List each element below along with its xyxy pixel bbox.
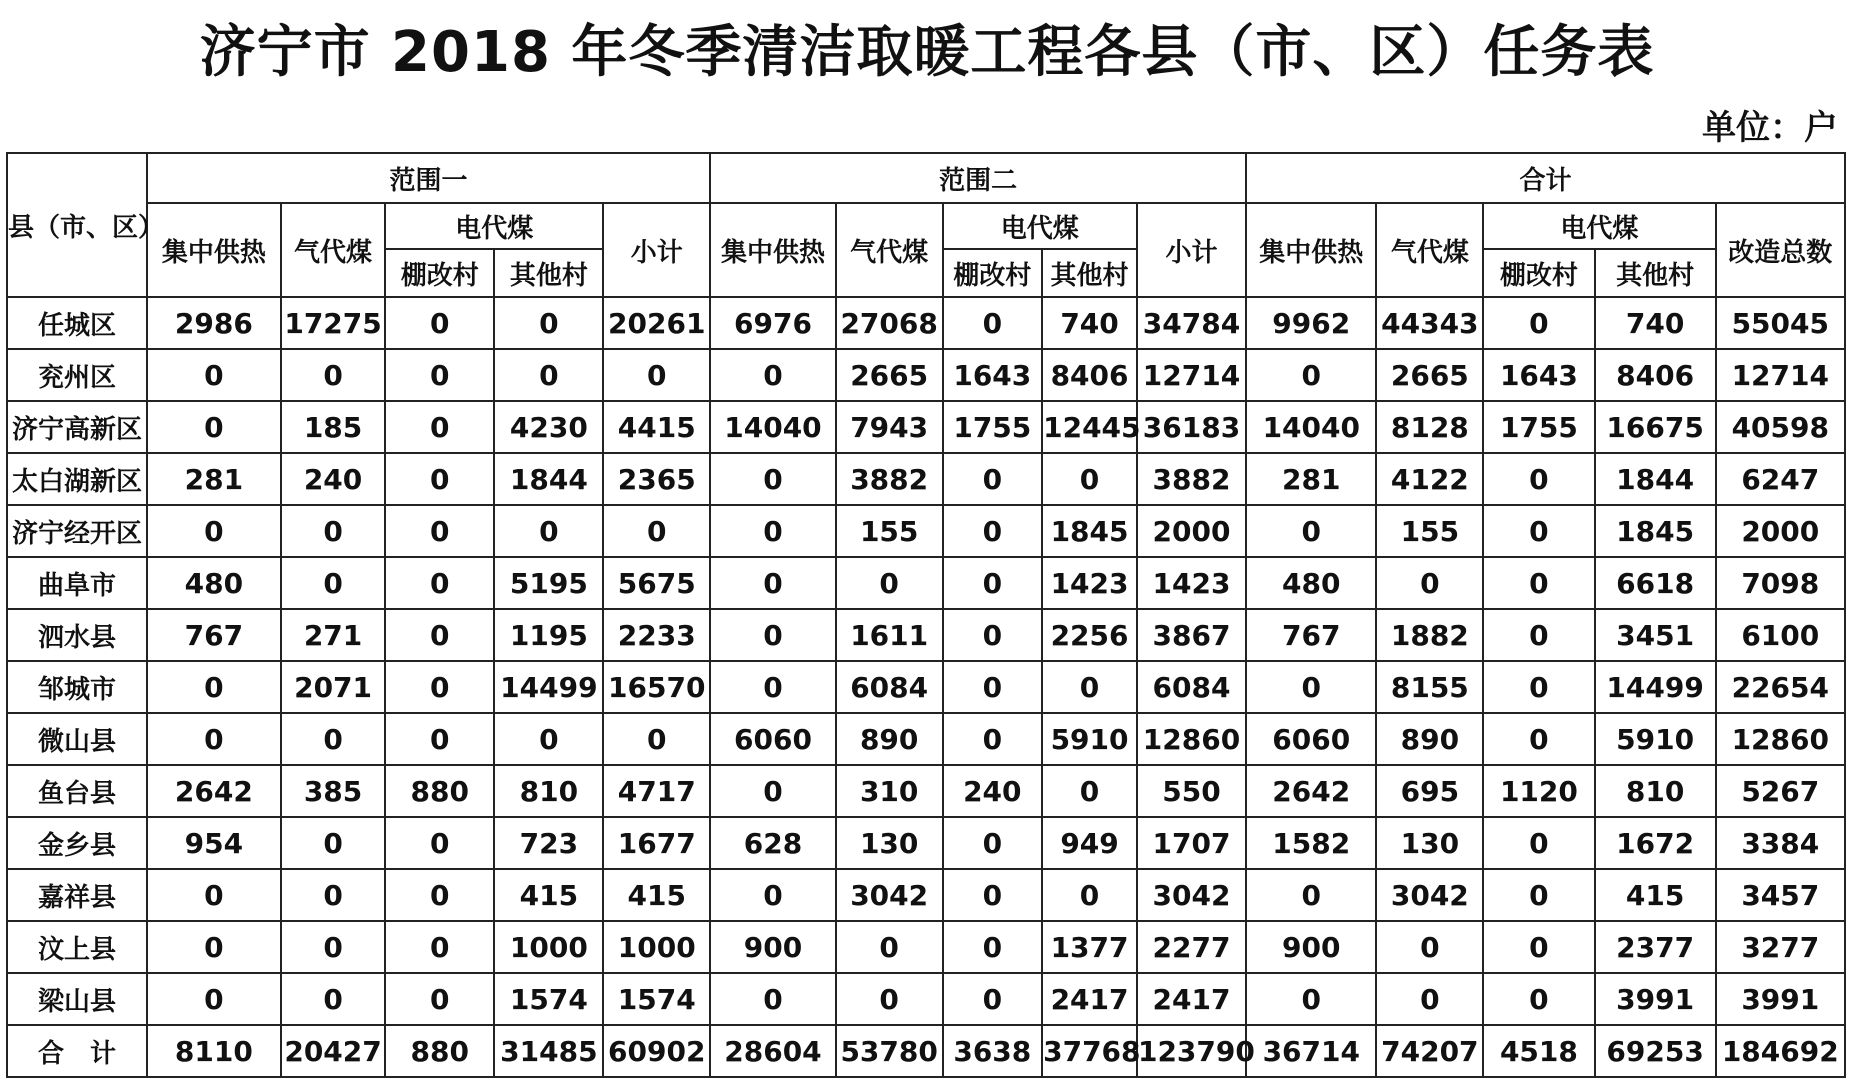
value-cell: 6060 [710,713,836,765]
table-row [7,557,1845,609]
value-cell: 2986 [147,297,281,349]
value-cell: 0 [1376,557,1483,609]
value-cell: 0 [710,609,836,661]
table-row [7,297,1845,349]
value-cell: 155 [1376,505,1483,557]
value-cell: 900 [1246,921,1376,973]
value-cell: 6084 [1137,661,1246,713]
value-cell: 890 [836,713,943,765]
value-cell: 2256 [1042,609,1137,661]
header-range-two: 范围二 [710,153,1246,203]
value-cell: 0 [943,713,1043,765]
value-cell: 0 [603,505,710,557]
value-cell: 1195 [494,609,603,661]
value-cell: 0 [1483,453,1594,505]
table-row [7,817,1845,869]
value-cell: 0 [1483,557,1594,609]
value-cell: 0 [281,869,385,921]
value-cell: 0 [943,817,1043,869]
value-cell: 1377 [1042,921,1137,973]
value-cell: 2642 [1246,765,1376,817]
value-cell: 0 [710,349,836,401]
value-cell: 240 [943,765,1043,817]
value-cell: 0 [494,505,603,557]
value-cell: 1707 [1137,817,1246,869]
value-cell: 8110 [147,1025,281,1077]
header-gas-for-coal: 气代煤 [836,203,943,297]
value-cell: 880 [385,1025,494,1077]
value-cell: 2417 [1042,973,1137,1025]
value-cell: 2665 [836,349,943,401]
value-cell: 34784 [1137,297,1246,349]
value-cell: 890 [1376,713,1483,765]
value-cell: 0 [385,505,494,557]
value-cell: 40598 [1716,401,1845,453]
value-cell: 0 [943,661,1043,713]
value-cell: 123790 [1137,1025,1246,1077]
value-cell: 1120 [1483,765,1594,817]
county-name-cell: 太白湖新区 [7,453,147,505]
header-other-village: 其他村 [494,249,603,297]
value-cell: 0 [943,869,1043,921]
value-cell: 5195 [494,557,603,609]
value-cell: 281 [1246,453,1376,505]
value-cell: 7943 [836,401,943,453]
value-cell: 2233 [603,609,710,661]
value-cell: 130 [836,817,943,869]
value-cell: 5910 [1042,713,1137,765]
value-cell: 2642 [147,765,281,817]
value-cell: 0 [1483,297,1594,349]
value-cell: 767 [147,609,281,661]
value-cell: 0 [385,921,494,973]
value-cell: 14040 [1246,401,1376,453]
value-cell: 5675 [603,557,710,609]
value-cell: 0 [943,557,1043,609]
value-cell: 0 [385,609,494,661]
value-cell: 0 [147,505,281,557]
header-shanty-village: 棚改村 [943,249,1043,297]
value-cell: 1423 [1137,557,1246,609]
value-cell: 0 [1483,505,1594,557]
value-cell: 28604 [710,1025,836,1077]
value-cell: 6247 [1716,453,1845,505]
county-name-cell: 泗水县 [7,609,147,661]
county-name-cell: 汶上县 [7,921,147,973]
value-cell: 4415 [603,401,710,453]
value-cell: 1845 [1595,505,1716,557]
county-name-cell: 济宁经开区 [7,505,147,557]
value-cell: 6084 [836,661,943,713]
value-cell: 0 [710,765,836,817]
value-cell: 1000 [494,921,603,973]
value-cell: 385 [281,765,385,817]
value-cell: 550 [1137,765,1246,817]
county-name-cell: 金乡县 [7,817,147,869]
total-row [7,1025,1845,1077]
value-cell: 240 [281,453,385,505]
value-cell: 3991 [1716,973,1845,1025]
table-row [7,921,1845,973]
value-cell: 1643 [1483,349,1594,401]
value-cell: 2000 [1137,505,1246,557]
value-cell: 14499 [1595,661,1716,713]
value-cell: 0 [943,505,1043,557]
value-cell: 155 [836,505,943,557]
value-cell: 0 [147,349,281,401]
header-range-one: 范围一 [147,153,710,203]
value-cell: 1844 [494,453,603,505]
value-cell: 0 [1042,661,1137,713]
value-cell: 0 [1246,505,1376,557]
value-cell: 130 [1376,817,1483,869]
value-cell: 0 [494,713,603,765]
value-cell: 0 [385,401,494,453]
value-cell: 5910 [1595,713,1716,765]
value-cell: 0 [147,869,281,921]
value-cell: 1882 [1376,609,1483,661]
value-cell: 184692 [1716,1025,1845,1077]
value-cell: 0 [836,557,943,609]
value-cell: 0 [1376,921,1483,973]
value-cell: 0 [281,557,385,609]
value-cell: 6976 [710,297,836,349]
table-row [7,609,1845,661]
table-row [7,505,1845,557]
header-county: 县（市、区） [7,153,147,297]
value-cell: 31485 [494,1025,603,1077]
value-cell: 740 [1042,297,1137,349]
value-cell: 27068 [836,297,943,349]
value-cell: 0 [281,973,385,1025]
value-cell: 1000 [603,921,710,973]
value-cell: 3867 [1137,609,1246,661]
header-combined: 合计 [1246,153,1845,203]
value-cell: 2377 [1595,921,1716,973]
header-shanty-village: 棚改村 [1483,249,1594,297]
value-cell: 0 [147,661,281,713]
value-cell: 0 [836,973,943,1025]
value-cell: 0 [710,505,836,557]
value-cell: 0 [385,713,494,765]
value-cell: 185 [281,401,385,453]
value-cell: 1574 [603,973,710,1025]
table-row [7,765,1845,817]
value-cell: 0 [710,869,836,921]
unit-label: 单位：户 [1702,108,1838,148]
value-cell: 0 [1483,869,1594,921]
value-cell: 954 [147,817,281,869]
table-row [7,869,1845,921]
county-name-cell: 兖州区 [7,349,147,401]
header-gas-for-coal: 气代煤 [281,203,385,297]
value-cell: 628 [710,817,836,869]
header-subtotal: 小计 [1137,203,1246,297]
value-cell: 0 [281,349,385,401]
value-cell: 1677 [603,817,710,869]
county-name-cell: 嘉祥县 [7,869,147,921]
value-cell: 0 [710,973,836,1025]
header-central-heating: 集中供热 [147,203,281,297]
table-row [7,401,1845,453]
value-cell: 480 [147,557,281,609]
value-cell: 0 [385,557,494,609]
header-subtotal: 小计 [603,203,710,297]
value-cell: 8155 [1376,661,1483,713]
value-cell: 4122 [1376,453,1483,505]
value-cell: 0 [1042,453,1137,505]
value-cell: 3384 [1716,817,1845,869]
table-body [7,297,1845,1077]
county-name-cell: 曲阜市 [7,557,147,609]
value-cell: 740 [1595,297,1716,349]
county-name-cell: 邹城市 [7,661,147,713]
county-name-cell: 济宁高新区 [7,401,147,453]
value-cell: 2000 [1716,505,1845,557]
value-cell: 4717 [603,765,710,817]
value-cell: 6618 [1595,557,1716,609]
value-cell: 3451 [1595,609,1716,661]
value-cell: 271 [281,609,385,661]
value-cell: 723 [494,817,603,869]
value-cell: 0 [710,453,836,505]
value-cell: 3991 [1595,973,1716,1025]
value-cell: 1574 [494,973,603,1025]
value-cell: 0 [1483,661,1594,713]
county-name-cell: 微山县 [7,713,147,765]
value-cell: 20427 [281,1025,385,1077]
value-cell: 0 [281,713,385,765]
county-name-cell: 鱼台县 [7,765,147,817]
value-cell: 1755 [943,401,1043,453]
value-cell: 0 [1483,921,1594,973]
page-title: 济宁市 2018 年冬季清洁取暖工程各县（市、区）任务表 [199,20,1655,85]
value-cell: 0 [385,661,494,713]
value-cell: 1423 [1042,557,1137,609]
value-cell: 0 [603,349,710,401]
value-cell: 4518 [1483,1025,1594,1077]
value-cell: 0 [385,817,494,869]
value-cell: 16675 [1595,401,1716,453]
value-cell: 0 [943,609,1043,661]
value-cell: 0 [385,453,494,505]
value-cell: 8128 [1376,401,1483,453]
value-cell: 53780 [836,1025,943,1077]
value-cell: 55045 [1716,297,1845,349]
value-cell: 12445 [1042,401,1137,453]
value-cell: 7098 [1716,557,1845,609]
value-cell: 69253 [1595,1025,1716,1077]
value-cell: 12860 [1137,713,1246,765]
value-cell: 1845 [1042,505,1137,557]
value-cell: 415 [494,869,603,921]
value-cell: 0 [385,973,494,1025]
value-cell: 415 [603,869,710,921]
value-cell: 8406 [1595,349,1716,401]
value-cell: 36183 [1137,401,1246,453]
value-cell: 0 [147,401,281,453]
value-cell: 767 [1246,609,1376,661]
value-cell: 0 [385,869,494,921]
value-cell: 3042 [1137,869,1246,921]
table-row [7,453,1845,505]
value-cell: 0 [147,973,281,1025]
value-cell: 0 [1483,713,1594,765]
value-cell: 810 [494,765,603,817]
value-cell: 810 [1595,765,1716,817]
value-cell: 2071 [281,661,385,713]
value-cell: 415 [1595,869,1716,921]
value-cell: 1844 [1595,453,1716,505]
value-cell: 74207 [1376,1025,1483,1077]
value-cell: 3882 [1137,453,1246,505]
value-cell: 9962 [1246,297,1376,349]
value-cell: 949 [1042,817,1137,869]
table-row [7,349,1845,401]
value-cell: 0 [281,921,385,973]
table-row [7,713,1845,765]
value-cell: 2365 [603,453,710,505]
value-cell: 22654 [1716,661,1845,713]
header-shanty-village: 棚改村 [385,249,494,297]
header-electric-for-coal: 电代煤 [1483,203,1715,249]
value-cell: 0 [943,973,1043,1025]
value-cell: 0 [385,349,494,401]
value-cell: 900 [710,921,836,973]
value-cell: 0 [603,713,710,765]
value-cell: 36714 [1246,1025,1376,1077]
header-other-village: 其他村 [1042,249,1137,297]
value-cell: 480 [1246,557,1376,609]
county-name-cell: 梁山县 [7,973,147,1025]
value-cell: 0 [281,505,385,557]
header-other-village: 其他村 [1595,249,1716,297]
header-central-heating: 集中供热 [1246,203,1376,297]
value-cell: 20261 [603,297,710,349]
value-cell: 0 [1483,817,1594,869]
value-cell: 0 [710,661,836,713]
value-cell: 60902 [603,1025,710,1077]
value-cell: 0 [494,297,603,349]
value-cell: 1643 [943,349,1043,401]
value-cell: 5267 [1716,765,1845,817]
value-cell: 0 [385,297,494,349]
value-cell: 3277 [1716,921,1845,973]
value-cell: 8406 [1042,349,1137,401]
value-cell: 0 [1042,869,1137,921]
task-table [6,152,1846,1078]
table-row [7,661,1845,713]
value-cell: 695 [1376,765,1483,817]
value-cell: 3042 [1376,869,1483,921]
value-cell: 0 [1376,973,1483,1025]
value-cell: 14040 [710,401,836,453]
value-cell: 0 [281,817,385,869]
value-cell: 1611 [836,609,943,661]
value-cell: 44343 [1376,297,1483,349]
value-cell: 2665 [1376,349,1483,401]
value-cell: 17275 [281,297,385,349]
value-cell: 0 [1246,661,1376,713]
value-cell: 0 [1246,973,1376,1025]
value-cell: 0 [1483,609,1594,661]
header-total-renovation: 改造总数 [1716,203,1845,297]
value-cell: 0 [943,297,1043,349]
table-row [7,973,1845,1025]
value-cell: 0 [147,921,281,973]
value-cell: 3042 [836,869,943,921]
value-cell: 2417 [1137,973,1246,1025]
header-electric-for-coal: 电代煤 [943,203,1137,249]
value-cell: 0 [1042,765,1137,817]
value-cell: 3882 [836,453,943,505]
value-cell: 3457 [1716,869,1845,921]
value-cell: 0 [943,921,1043,973]
value-cell: 0 [147,713,281,765]
value-cell: 0 [943,453,1043,505]
value-cell: 281 [147,453,281,505]
value-cell: 14499 [494,661,603,713]
value-cell: 6060 [1246,713,1376,765]
county-name-cell: 任城区 [7,297,147,349]
value-cell: 16570 [603,661,710,713]
value-cell: 37768 [1042,1025,1137,1077]
value-cell: 310 [836,765,943,817]
value-cell: 0 [1483,973,1594,1025]
value-cell: 1582 [1246,817,1376,869]
header-gas-for-coal: 气代煤 [1376,203,1483,297]
value-cell: 3638 [943,1025,1043,1077]
value-cell: 6100 [1716,609,1845,661]
value-cell: 0 [710,557,836,609]
value-cell: 0 [836,921,943,973]
value-cell: 0 [1246,869,1376,921]
value-cell: 12860 [1716,713,1845,765]
value-cell: 1755 [1483,401,1594,453]
value-cell: 12714 [1137,349,1246,401]
header-central-heating: 集中供热 [710,203,836,297]
value-cell: 1672 [1595,817,1716,869]
value-cell: 0 [1246,349,1376,401]
value-cell: 2277 [1137,921,1246,973]
value-cell: 4230 [494,401,603,453]
county-name-cell: 合 计 [7,1025,147,1077]
value-cell: 12714 [1716,349,1845,401]
header-electric-for-coal: 电代煤 [385,203,603,249]
value-cell: 0 [494,349,603,401]
value-cell: 880 [385,765,494,817]
